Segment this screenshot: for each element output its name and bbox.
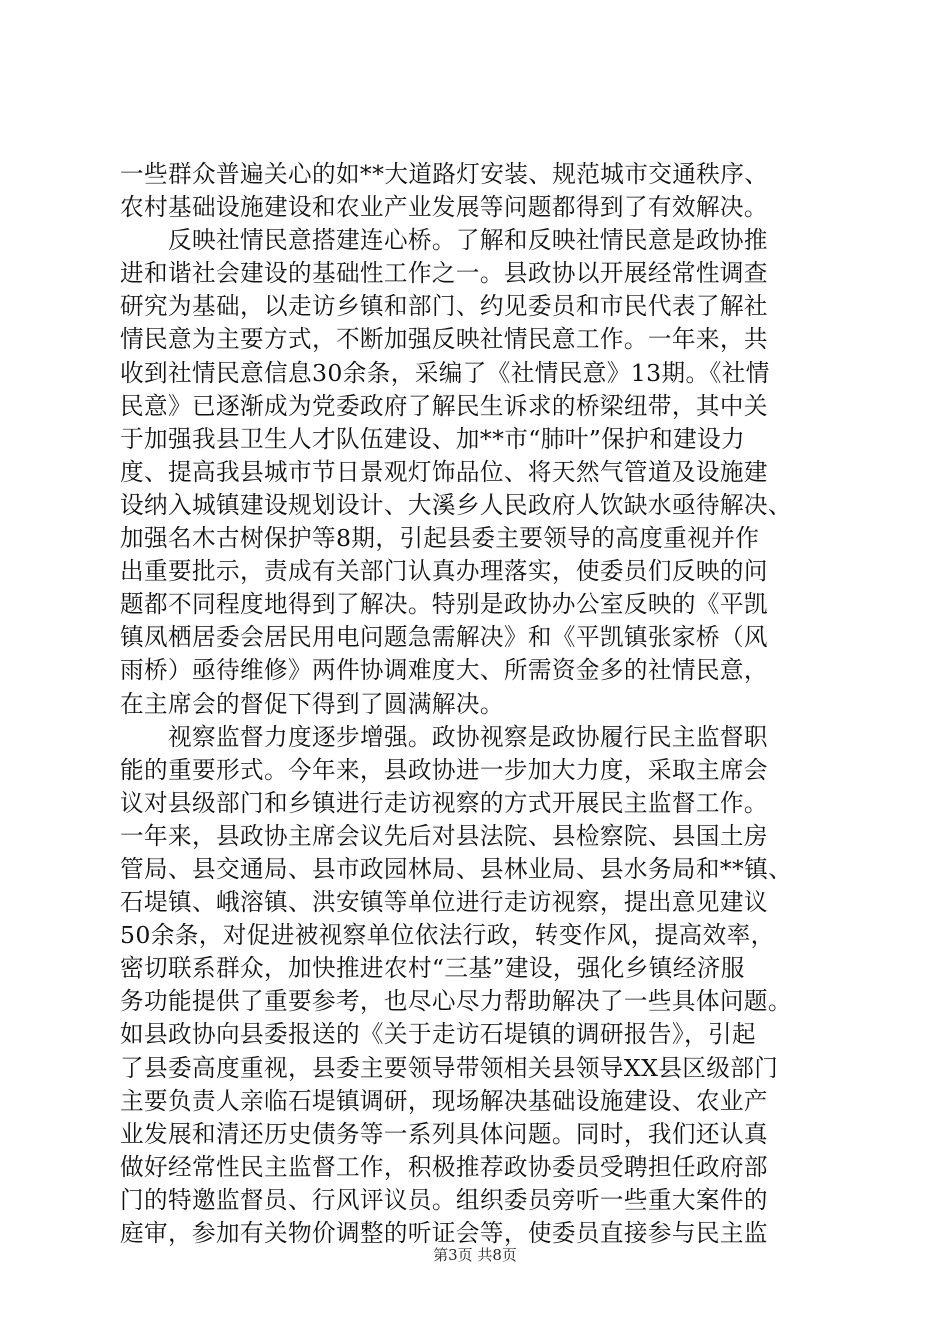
text-line: 50余条，对促进被视察单位依法行政，转变作风，提高效率， [120, 921, 775, 950]
text-line: 一年来，县政协主席会议先后对县法院、县检察院、县国土房 [120, 821, 768, 850]
paragraph-1 [120, 158, 836, 224]
text-line: 密切联系群众，加快推进农村“三基”建设，强化乡镇经济服 [120, 954, 745, 983]
text-line: 研究为基础，以走访乡镇和部门、约见委员和市民代表了解社 [120, 292, 768, 321]
text-line: 业发展和清还历史债务等一系列具体问题。同时，我们还认真 [120, 1119, 768, 1148]
text-line: 设纳入城镇建设规划设计、大溪乡人民政府人饮缺水亟待解决、 [120, 490, 792, 519]
text-line: 视察监督力度逐步增强。政协视察是政协履行民主监督职 [168, 722, 768, 751]
page-number-label: 第3页 共8页 [433, 1246, 517, 1264]
text-line: 管局、县交通局、县市政园林局、县林业局、县水务局和**镇、 [120, 854, 793, 883]
text-line: 反映社情民意搭建连心桥。了解和反映社情民意是政协推 [168, 226, 768, 255]
text-line: 主要负责人亲临石堤镇调研，现场解决基础设施建设、农业产 [120, 1086, 768, 1115]
text-line: 门的特邀监督员、行风评议员。组织委员旁听一些重大案件的 [120, 1185, 768, 1214]
text-line: 于加强我县卫生人才队伍建设、加**市“肺叶”保护和建设力 [120, 424, 746, 453]
page-footer [0, 1245, 950, 1265]
text-line: 农村基础设施建设和农业产业发展等问题都得到了有效解决。 [120, 193, 768, 222]
text-line: 了县委高度重视，县委主要领导带领相关县领导XX县区级部门 [120, 1053, 779, 1082]
text-line: 收到社情民意信息30余条，采编了《社情民意》13期。《社情 [120, 358, 770, 387]
text-line: 石堤镇、峨溶镇、洪安镇等单位进行走访视察，提出意见建议 [120, 888, 768, 917]
text-line: 在主席会的督促下得到了圆满解决。 [120, 689, 504, 718]
text-line: 雨桥）亟待维修》两件协调难度大、所需资金多的社情民意， [120, 656, 768, 685]
paragraph-3 [120, 721, 836, 1251]
body-text [120, 158, 836, 1250]
text-line: 题都不同程度地得到了解决。特别是政协办公室反映的《平凯 [120, 590, 768, 619]
text-line: 出重要批示，责成有关部门认真办理落实，使委员们反映的问 [120, 557, 768, 586]
text-line: 加强名木古树保护等8期，引起县委主要领导的高度重视并作 [120, 524, 760, 553]
text-line: 镇凤栖居委会居民用电问题急需解决》和《平凯镇张家桥（风 [120, 623, 768, 652]
text-line: 度、提高我县城市节日景观灯饰品位、将天然气管道及设施建 [120, 457, 768, 486]
text-line: 做好经常性民主监督工作，积极推荐政协委员受聘担任政府部 [120, 1152, 768, 1181]
text-line: 务功能提供了重要参考，也尽心尽力帮助解决了一些具体问题。 [120, 987, 792, 1016]
text-line: 民意》已逐渐成为党委政府了解民生诉求的桥梁纽带，其中关 [120, 391, 768, 420]
text-line: 一些群众普遍关心的如**大道路灯安装、规范城市交通秩序、 [120, 160, 769, 188]
text-line: 庭审，参加有关物价调整的听证会等，使委员直接参与民主监 [120, 1219, 768, 1247]
text-line: 进和谐社会建设的基础性工作之一。县政协以开展经常性调查 [120, 259, 768, 288]
paragraph-2 [120, 224, 836, 720]
text-line: 情民意为主要方式，不断加强反映社情民意工作。一年来，共 [120, 325, 768, 354]
text-line: 如县政协向县委报送的《关于走访石堤镇的调研报告》，引起 [120, 1020, 757, 1049]
text-line: 议对县级部门和乡镇进行走访视察的方式开展民主监督工作。 [120, 788, 768, 817]
text-line: 能的重要形式。今年来，县政协进一步加大力度，采取主席会 [120, 755, 768, 784]
